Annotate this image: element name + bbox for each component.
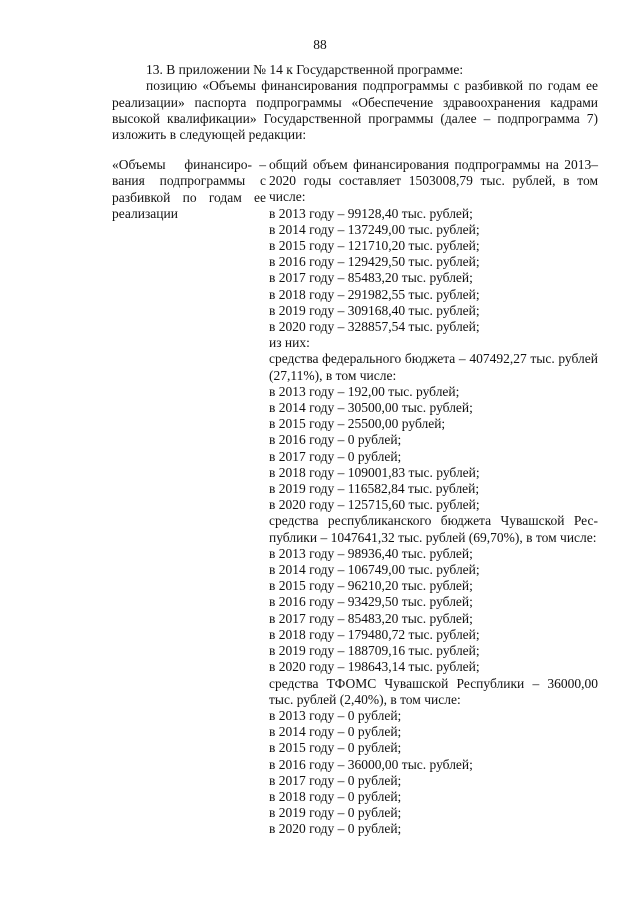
- federal-budget-text: средства федерального бюджета – 407492,27 тыс. рублей (27,11%), в том числе:: [269, 351, 598, 383]
- label-dash: –: [259, 157, 266, 172]
- label-row: [112, 157, 266, 173]
- tfoms-year-line: в 2014 году – 0 рублей;: [269, 724, 402, 740]
- republic-year-line: в 2017 году – 85483,20 тыс. рублей;: [269, 610, 473, 626]
- total-year-line: в 2018 году – 291982,55 тыс. рублей;: [269, 286, 480, 302]
- page-number: 88: [313, 37, 327, 52]
- tfoms-year-line: в 2016 году – 36000,00 тыс. рублей;: [269, 756, 473, 772]
- tfoms-year-line: в 2018 году – 0 рублей;: [269, 788, 402, 804]
- intro-paragraph: позицию «Объемы финансирования подпрограммы с разбивкой по годам ее реализации» паспорта подпрограммы «Обеспечение здравоохранения кадрами высокой квалификации» Государственной программы (далее – подпрограмма 7) изложить в следующей редакции:: [112, 78, 598, 143]
- label-row: [112, 173, 266, 189]
- label-row: [112, 190, 266, 206]
- intro-block: [112, 62, 598, 143]
- republic-year-line: в 2020 году – 198643,14 тыс. рублей;: [269, 659, 480, 675]
- intro-heading: 13. В приложении № 14 к Государственной программе:: [146, 62, 464, 77]
- label-line: реализации: [112, 205, 178, 221]
- of-them-label: из них:: [269, 335, 310, 351]
- label-line: вания подпрограммы с: [112, 173, 266, 189]
- label-line: «Объемы финансиро-: [112, 157, 252, 172]
- federal-year-line: в 2013 году – 192,00 тыс. рублей;: [269, 383, 460, 399]
- republic-year-line: в 2013 году – 98936,40 тыс. рублей;: [269, 545, 473, 561]
- federal-year-line: в 2017 году – 0 рублей;: [269, 448, 402, 464]
- federal-year-line: в 2020 году – 125715,60 тыс. рублей;: [269, 497, 480, 513]
- tfoms-year-line: в 2017 году – 0 рублей;: [269, 772, 402, 788]
- funding-label-cell: [112, 157, 266, 222]
- total-year-line: в 2020 году – 328857,54 тыс. рублей;: [269, 319, 480, 335]
- total-year-line: в 2013 году – 99128,40 тыс. рублей;: [269, 205, 473, 221]
- total-year-line: в 2017 году – 85483,20 тыс. рублей;: [269, 270, 473, 286]
- federal-year-line: в 2016 году – 0 рублей;: [269, 432, 402, 448]
- total-year-line: в 2014 году – 137249,00 тыс. рублей;: [269, 221, 480, 237]
- republic-year-line: в 2016 году – 93429,50 тыс. рублей;: [269, 594, 473, 610]
- tfoms-funds-text: средства ТФОМС Чувашской Республики – 36000,00 тыс. рублей (2,40%), в том числе:: [269, 675, 598, 707]
- republic-year-line: в 2019 году – 188709,16 тыс. рублей;: [269, 643, 480, 659]
- tfoms-year-line: в 2019 году – 0 рублей;: [269, 805, 402, 821]
- federal-year-line: в 2015 году – 25500,00 рублей;: [269, 416, 446, 432]
- republic-year-line: в 2014 году – 106749,00 тыс. рублей;: [269, 562, 480, 578]
- label-row: [112, 206, 266, 222]
- federal-year-line: в 2018 году – 109001,83 тыс. рублей;: [269, 464, 480, 480]
- total-year-line: в 2016 году – 129429,50 тыс. рублей;: [269, 254, 480, 270]
- republic-budget-text: средства республиканского бюджета Чувашской Республики – 1047641,32 тыс. рублей (69,70%), в том числе:: [269, 513, 598, 545]
- tfoms-year-line: в 2013 году – 0 рублей;: [269, 707, 402, 723]
- tfoms-year-line: в 2015 году – 0 рублей;: [269, 740, 402, 756]
- funding-details-cell: [269, 157, 598, 838]
- label-line: разбивкой по годам ее: [112, 189, 266, 205]
- federal-year-line: в 2014 году – 30500,00 тыс. рублей;: [269, 400, 473, 416]
- tfoms-year-line: в 2020 году – 0 рублей;: [269, 821, 402, 837]
- republic-year-line: в 2015 году – 96210,20 тыс. рублей;: [269, 578, 473, 594]
- republic-year-line: в 2018 году – 179480,72 тыс. рублей;: [269, 626, 480, 642]
- federal-year-line: в 2019 году – 116582,84 тыс. рублей;: [269, 481, 480, 497]
- total-year-line: в 2019 году – 309168,40 тыс. рублей;: [269, 302, 480, 318]
- total-funding-text: общий объем финансирования подпрограммы на 2013–2020 годы составляет 1503008,79 тыс. рублей, в том числе:: [269, 157, 598, 205]
- total-year-line: в 2015 году – 121710,20 тыс. рублей;: [269, 238, 480, 254]
